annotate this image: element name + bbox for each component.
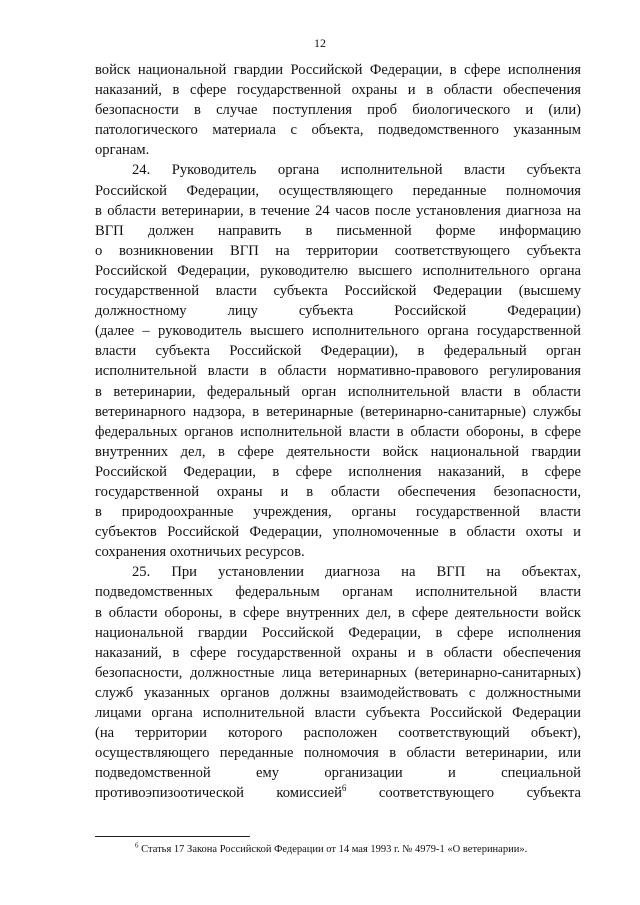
text-line-content: служб указанных органов должны взаимодействовать с должностными [95,684,581,701]
text-line-content: органам. [95,142,150,159]
text-line [95,201,581,221]
text-line [95,603,581,623]
text-line-content: в области обороны, в сфере внутренних дел, в сфере деятельности войск [95,604,581,621]
text-line [95,703,581,723]
text-line-content: 25. При установлении диагноза на ВГП на объектах, [132,564,581,581]
text-line-content: Российской Федерации, в сфере исполнения наказаний, в сфере [95,463,581,480]
text-line-content: подведомственной ему организации и специальной [95,765,581,782]
text-line-content: осуществляющего переданные полномочия в области ветеринарии, или [95,745,581,762]
text-line-content: должностному лицу субъекта Российской Федерации) [95,303,581,320]
text-line [95,382,581,402]
text-line-content: безопасности в случае поступления проб биологического и (или) [95,102,581,119]
text-line [95,502,581,522]
text-line [95,743,581,763]
text-line-content: наказаний, в сфере государственной охраны и в области обеспечения [95,82,581,99]
text-line-content: исполнительной власти в области нормативно-правового регулирования [95,363,581,380]
text-line-content: сохранения охотничьих ресурсов. [95,544,305,561]
text-line-content: федеральных органов исполнительной власти в области обороны, в сфере [95,423,581,440]
page-number: 12 [314,36,326,50]
text-line [95,442,581,462]
text-line [95,361,581,381]
text-line-content: (на территории которого расположен соответствующий объект), [95,725,581,742]
text-line [95,462,581,482]
text-line-content: (далее – руководитель высшего исполнительного органа государственной [95,323,581,340]
footnote [135,841,528,855]
text-line [95,542,581,562]
text-line-content: внутренних дел, в сфере деятельности войск национальной гвардии [95,443,581,460]
text-line [95,623,581,643]
text-line [95,321,581,341]
text-line-content: противоэпизоотической комиссией [95,785,342,802]
text-line [95,562,581,582]
text-line [95,261,581,281]
text-line [95,422,581,442]
text-line-content: государственной власти субъекта Российской Федерации (высшему [95,283,581,300]
footnote-text: Статья 17 Закона Российской Федерации от 14 мая 1993 г. № 4979-1 «О ветеринарии». [138,844,528,855]
text-line-content: о возникновении ВГП на территории соответствующего субъекта [95,242,581,259]
text-line [95,120,581,140]
text-line [95,763,581,783]
text-line-content: наказаний, в сфере государственной охраны и в области обеспечения [95,644,581,661]
text-line-continuation: соответствующего субъекта [346,785,581,802]
text-line-content: подведомственных федеральным органам исполнительной власти [95,584,581,601]
text-line [95,241,581,261]
text-line [95,80,581,100]
text-line-content: Российской Федерации, руководителю высшего исполнительного органа [95,262,581,279]
text-line [95,663,581,683]
text-line-content: Российской Федерации, осуществляющего переданные полномочия [95,182,581,199]
text-line [95,60,581,80]
text-line [95,160,581,180]
text-line-content: 24. Руководитель органа исполнительной власти субъекта [132,162,581,179]
text-line [95,301,581,321]
text-line-content: лицами органа исполнительной власти субъекта Российской Федерации [95,705,581,721]
text-line-content: в природоохранные учреждения, органы государственной власти [95,504,581,521]
text-line [95,783,581,803]
footnote-marker: 6 [135,841,139,850]
text-line [95,341,581,361]
text-line [95,402,581,422]
text-line-content: ветеринарного надзора, в ветеринарные (ветеринарно-санитарные) службы [95,403,581,420]
text-line [95,643,581,663]
footnote-reference: 6 [341,783,347,794]
text-line [95,181,581,201]
text-line-content: в области ветеринарии, в течение 24 часов после установления диагноза на [95,202,581,219]
text-line-content: в ветеринарии, федеральный орган исполнительной власти в области [95,383,581,400]
text-line [95,281,581,301]
body-text [95,60,581,803]
text-line [95,100,581,120]
text-line-content: патологического материала с объекта, подведомственного указанным [95,122,581,139]
text-line [95,723,581,743]
text-line-content: государственной охраны и в области обеспечения безопасности, [95,483,581,500]
text-line [95,221,581,241]
footnote-divider [95,836,250,837]
text-line-content: субъектов Российской Федерации, уполномоченные в области охоты и [95,524,581,541]
text-line-content: власти субъекта Российской Федерации), в федеральный орган [95,343,581,360]
text-line-content: войск национальной гвардии Российской Федерации, в сфере исполнения [95,62,581,78]
text-line-content: ВГП должен направить в письменной форме информацию [95,222,581,239]
text-line [95,683,581,703]
text-line [95,582,581,602]
text-line-content: безопасности, должностные лица ветеринарных (ветеринарно-санитарных) [95,664,581,681]
text-line [95,482,581,502]
text-line-content: национальной гвардии Российской Федерации, в сфере исполнения [95,624,581,641]
text-line [95,140,581,160]
text-line [95,522,581,542]
